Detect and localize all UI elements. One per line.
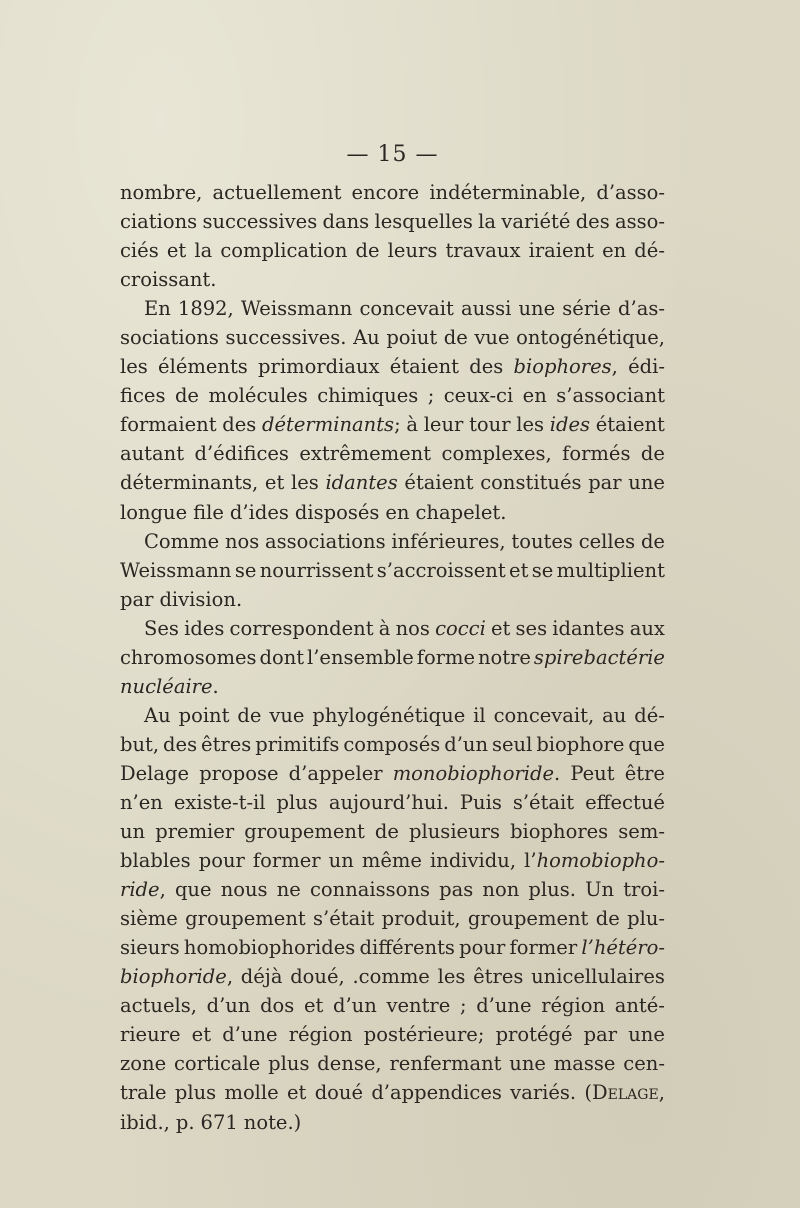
word: toutes <box>511 529 573 553</box>
word: associations <box>265 529 386 553</box>
word: vue <box>269 703 305 727</box>
word: s’était <box>313 907 375 931</box>
word: masse <box>553 1052 616 1076</box>
word: encore <box>351 181 420 204</box>
word: multiplient <box>556 558 665 582</box>
word: étaient <box>404 471 474 495</box>
word: pas <box>439 878 474 902</box>
word: les <box>290 471 319 495</box>
word: cocci <box>435 616 486 640</box>
word: et <box>264 471 285 495</box>
word: produit, <box>381 907 461 931</box>
word: éléments <box>158 355 248 379</box>
word: monobiophoride. <box>392 761 561 785</box>
word: molle <box>224 1081 279 1105</box>
word: sem- <box>618 820 665 844</box>
word: d’un <box>206 994 251 1018</box>
word: ; <box>459 994 467 1018</box>
word: Au <box>353 326 380 350</box>
word: autant <box>120 442 185 466</box>
text-line <box>120 1078 665 1107</box>
word: Un <box>585 878 615 902</box>
word: sieurs <box>120 936 180 960</box>
text-line <box>120 788 665 817</box>
word: zone <box>120 1052 167 1076</box>
word: croissant. <box>120 268 217 292</box>
text-line <box>120 207 665 236</box>
word: l’homobiopho- <box>524 849 665 873</box>
word: groupement <box>185 907 306 931</box>
text-line <box>120 672 665 701</box>
word: êtres <box>201 732 252 756</box>
word: notre <box>477 645 531 669</box>
word: plus. <box>528 878 576 902</box>
word: et <box>166 239 187 263</box>
word: une <box>518 297 556 321</box>
word: l’hétéro- <box>581 936 665 960</box>
word: asso- <box>615 210 665 234</box>
word: nous <box>220 878 268 902</box>
text-line <box>120 381 665 410</box>
word: et <box>490 616 511 640</box>
word: plus <box>268 1052 310 1076</box>
word: les <box>516 413 545 437</box>
text-line <box>120 323 665 352</box>
word: des <box>575 210 610 234</box>
word: sociations <box>120 326 219 350</box>
word: propose <box>199 761 279 785</box>
word: de <box>355 239 380 263</box>
word: s’était <box>512 790 575 814</box>
word: note.) <box>243 1110 302 1134</box>
word: à <box>406 413 418 437</box>
word: des <box>469 355 504 379</box>
word: les <box>437 965 466 989</box>
word: Weissmann <box>120 558 232 582</box>
word: des <box>163 732 198 756</box>
word: d’appendices <box>371 1081 502 1105</box>
text-line <box>120 1108 665 1137</box>
word: de <box>237 703 262 727</box>
word: dé- <box>634 239 665 263</box>
word: plus <box>276 790 318 814</box>
word: dans <box>322 210 370 234</box>
word: même <box>361 849 422 873</box>
word: blables <box>120 849 191 873</box>
word: protégé <box>495 1023 573 1047</box>
word: dos <box>260 994 295 1018</box>
word: Peut <box>570 761 615 785</box>
word: déjà <box>240 965 283 989</box>
word: iraient <box>528 239 594 263</box>
word: homobiophorides <box>183 936 356 960</box>
word: d’un <box>444 732 489 756</box>
word: extrêmement <box>299 442 432 466</box>
word: de <box>595 907 620 931</box>
word: molécules <box>208 384 308 408</box>
word: déterminants, <box>120 471 259 495</box>
word: aujourd’hui. <box>328 790 449 814</box>
word: chromosomes <box>120 645 257 669</box>
word: connaissons <box>310 878 430 902</box>
word: en <box>385 500 410 524</box>
word: non <box>482 878 520 902</box>
word: point <box>178 703 230 727</box>
word: idantes <box>552 616 625 640</box>
word: dense, <box>317 1052 382 1076</box>
word: indéterminable, <box>429 181 587 204</box>
word: des <box>222 413 257 437</box>
word: former <box>509 936 578 960</box>
text-line <box>120 875 665 904</box>
word: cen- <box>623 1052 665 1076</box>
word: concevait, <box>493 703 595 727</box>
word: file <box>193 500 224 524</box>
word: lesquelles <box>374 210 473 234</box>
word: biophore <box>536 732 625 756</box>
word: de <box>443 326 468 350</box>
word: poiut <box>386 326 438 350</box>
word: se <box>234 558 257 582</box>
word: formés <box>562 442 631 466</box>
word: fices <box>120 384 166 408</box>
text-line <box>120 352 665 381</box>
text-line <box>120 817 665 846</box>
text-line <box>120 962 665 991</box>
word: Au <box>144 703 171 727</box>
word: région <box>541 994 606 1018</box>
word: une <box>509 1052 546 1076</box>
word: 671 <box>200 1110 238 1134</box>
word: et <box>287 1081 307 1105</box>
word: complexes, <box>441 442 552 466</box>
word: leurs <box>387 239 438 263</box>
word: vue <box>474 326 510 350</box>
word: en <box>602 239 627 263</box>
word: au <box>602 703 627 727</box>
word: premier <box>155 820 235 844</box>
word: en <box>522 384 547 408</box>
word: une <box>628 1023 665 1047</box>
word: plu- <box>627 907 665 931</box>
text-line <box>120 178 665 207</box>
word: groupement <box>467 907 589 931</box>
word: disposés <box>294 500 380 524</box>
word: Weissmann <box>240 297 353 321</box>
word: successives <box>202 210 318 234</box>
word: un <box>120 820 146 844</box>
text-line <box>120 556 665 585</box>
word: leur <box>423 413 464 437</box>
word: Comme <box>144 529 220 553</box>
word: nucléaire. <box>120 674 219 698</box>
word: primordiaux <box>258 355 380 379</box>
word: variés. <box>510 1081 577 1105</box>
word: l’ensemble <box>307 645 414 669</box>
word: plus <box>174 1081 217 1105</box>
text-line <box>120 1020 665 1049</box>
word: nourrissent <box>259 558 374 582</box>
word: chimiques <box>317 384 419 408</box>
word: longue <box>120 500 188 524</box>
word: (Delage, <box>584 1081 665 1105</box>
word: forme <box>416 645 476 669</box>
word: ides <box>184 616 225 640</box>
text-line <box>120 614 665 643</box>
word: d’édifices <box>194 442 289 466</box>
word: rieure <box>120 1023 181 1047</box>
word: déterminants; <box>262 413 401 437</box>
word: ses <box>515 616 548 640</box>
word: celles <box>578 529 636 553</box>
word: seul <box>492 732 533 756</box>
word: ciations <box>120 210 198 234</box>
word: troi- <box>623 878 665 902</box>
text-line <box>120 468 665 497</box>
word: de <box>640 529 665 553</box>
text-line <box>120 236 665 265</box>
word: Delage <box>120 761 190 785</box>
word: à <box>378 616 391 640</box>
text-line <box>120 410 665 439</box>
word: correspondent <box>229 616 374 640</box>
word: actuellement <box>212 181 342 204</box>
word: il <box>473 703 486 727</box>
word: En <box>144 297 171 321</box>
text-line <box>120 1049 665 1078</box>
word: que <box>174 878 212 902</box>
word: une <box>628 471 665 495</box>
word: variété <box>501 210 571 234</box>
word: doué, <box>290 965 345 989</box>
word: constitués <box>480 471 582 495</box>
word: d’asso- <box>596 181 665 204</box>
word: par <box>583 1023 618 1047</box>
word: biophores, <box>513 355 618 379</box>
page-number: — 15 — <box>346 142 439 167</box>
text-line <box>120 294 665 323</box>
word: et <box>509 558 529 582</box>
body-text <box>120 178 665 1137</box>
word: renfermant <box>389 1052 502 1076</box>
text-line <box>120 527 665 556</box>
word: par <box>588 471 622 495</box>
word: ciés <box>120 239 159 263</box>
word: division. <box>159 587 243 611</box>
text-line <box>120 846 665 875</box>
word: primitifs <box>255 732 340 756</box>
word: pour <box>198 849 245 873</box>
word: Ses <box>144 616 179 640</box>
word: région <box>288 1023 353 1047</box>
word: les <box>120 355 148 379</box>
word: ride, <box>120 878 166 902</box>
word: aux <box>629 616 665 640</box>
word: ne <box>276 878 301 902</box>
word: de <box>640 442 665 466</box>
word: travaux <box>445 239 521 263</box>
word: ibid., <box>120 1110 170 1134</box>
word: phylogénétique <box>312 703 466 727</box>
word: chapelet. <box>415 500 507 524</box>
word: inférieures, <box>391 529 506 553</box>
word: aussi <box>460 297 512 321</box>
word: sième <box>120 907 178 931</box>
word: se <box>531 558 554 582</box>
word: Puis <box>459 790 502 814</box>
word: biophores <box>510 820 609 844</box>
word: dont <box>259 645 305 669</box>
word: concevait <box>359 297 454 321</box>
word: ontogénétique, <box>516 326 665 350</box>
word: spirebactérie <box>533 645 665 669</box>
text-line <box>120 265 665 294</box>
word: nombre, <box>120 181 203 204</box>
word: ides <box>549 413 591 437</box>
word: étaient <box>389 355 459 379</box>
word: unicellulaires <box>531 965 665 989</box>
word: s’accroissent <box>376 558 506 582</box>
text-line <box>120 585 665 614</box>
text-line <box>120 498 665 527</box>
word: corticale <box>173 1052 261 1076</box>
word: étaient <box>595 413 665 437</box>
word: et <box>191 1023 212 1047</box>
word: édi- <box>628 355 665 379</box>
word: nos <box>224 529 260 553</box>
word: ceux-ci <box>443 384 514 408</box>
word: être <box>624 761 665 785</box>
word: former <box>252 849 321 873</box>
word: effectué <box>585 790 665 814</box>
word: dé- <box>634 703 665 727</box>
word: que <box>628 732 665 756</box>
word: but, <box>120 732 160 756</box>
word: par <box>120 587 154 611</box>
word: groupement <box>244 820 365 844</box>
word: trale <box>120 1081 167 1105</box>
word: la <box>194 239 213 263</box>
word: pour <box>459 936 506 960</box>
word: ; <box>427 384 435 408</box>
word: p. <box>175 1110 195 1134</box>
word: nos <box>395 616 430 640</box>
text-line <box>120 904 665 933</box>
word: d’appeler <box>288 761 383 785</box>
word: actuels, <box>120 994 197 1018</box>
word: complication <box>220 239 348 263</box>
word: d’une <box>222 1023 278 1047</box>
word: différents <box>359 936 455 960</box>
word: ventre <box>386 994 451 1018</box>
word: d’un <box>333 994 377 1018</box>
word: formaient <box>120 413 217 437</box>
word: tour <box>469 413 511 437</box>
text-line <box>120 730 665 759</box>
word: de <box>174 384 199 408</box>
text-line <box>120 439 665 468</box>
word: biophoride, <box>120 965 234 989</box>
word: la <box>478 210 497 234</box>
word: doué <box>314 1081 364 1105</box>
text-line <box>120 759 665 788</box>
word: et <box>303 994 324 1018</box>
word: composés <box>343 732 441 756</box>
word: existe-t-il <box>173 790 266 814</box>
word: êtres <box>473 965 524 989</box>
word: d’ides <box>229 500 289 524</box>
word: 1892, <box>177 297 234 321</box>
word: .comme <box>352 965 430 989</box>
word: d’une <box>476 994 532 1018</box>
word: un <box>328 849 354 873</box>
word: n’en <box>120 790 163 814</box>
word: d’as- <box>618 297 665 321</box>
word: s’associant <box>556 384 665 408</box>
text-line <box>120 643 665 672</box>
word: successives. <box>225 326 347 350</box>
text-line <box>120 701 665 730</box>
word: série <box>562 297 611 321</box>
word: individu, <box>430 849 517 873</box>
word: de <box>374 820 399 844</box>
word: idantes <box>325 471 398 495</box>
text-line <box>120 933 665 962</box>
word: anté- <box>614 994 665 1018</box>
word: postérieure; <box>363 1023 485 1047</box>
text-line <box>120 991 665 1020</box>
word: plusieurs <box>409 820 500 844</box>
